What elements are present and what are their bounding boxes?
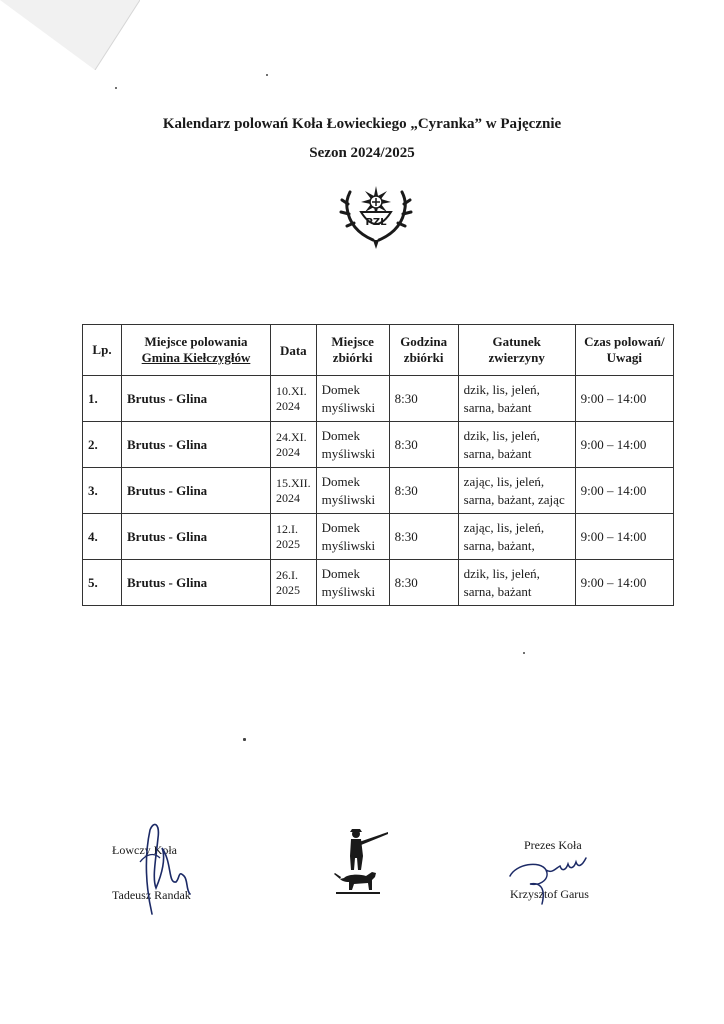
cell-date-day: 26.I. <box>276 567 298 582</box>
header-hour-line1: Godzina <box>400 334 448 349</box>
table-row <box>83 560 674 606</box>
cell-date <box>271 560 317 606</box>
table-row <box>83 468 674 514</box>
season-subtitle: Sezon 2024/2025 <box>309 145 415 161</box>
cell-game <box>458 422 575 468</box>
signature-right-label: Prezes Koła <box>524 838 582 852</box>
cell-game <box>458 514 575 560</box>
page-fold-corner <box>0 0 140 70</box>
cell-place: Brutus - Glina <box>122 560 271 606</box>
cell-game-line2: sarna, bażant <box>463 399 532 415</box>
header-hour-line2: zbiórki <box>403 350 444 365</box>
cell-meet-line2: myśliwski <box>321 491 376 507</box>
signature-right-name: Krzysztof Garus <box>510 887 589 901</box>
cell-hour: 8:30 <box>389 422 458 468</box>
header-meet <box>316 325 389 376</box>
cell-date <box>271 468 317 514</box>
cell-meet-line2: myśliwski <box>321 445 376 461</box>
cell-meet-line2: myśliwski <box>321 583 376 599</box>
cell-meet <box>316 514 389 560</box>
cell-meet <box>316 422 389 468</box>
cell-time: 9:00 – 14:00 <box>575 376 673 422</box>
cell-time: 9:00 – 14:00 <box>575 468 673 514</box>
header-place-line1: Miejsce polowania <box>144 334 248 349</box>
cell-meet-line1: Domek <box>321 381 360 397</box>
cell-game-line1: zając, lis, jeleń, <box>463 519 545 535</box>
hunter-with-dog-icon <box>330 826 390 898</box>
pzl-antlers-emblem-icon <box>339 182 413 250</box>
cell-game-line2: sarna, bażant <box>463 583 532 599</box>
table-row <box>83 376 674 422</box>
cell-lp: 2. <box>83 422 122 468</box>
header-game-line2: zwierzyny <box>488 350 545 365</box>
cell-lp: 5. <box>83 560 122 606</box>
header-time-line1: Czas polowań/ <box>584 334 665 349</box>
cell-game-line1: dzik, lis, jeleń, <box>463 565 540 581</box>
cell-hour: 8:30 <box>389 376 458 422</box>
cell-game-line2: sarna, bażant, zając <box>463 491 565 507</box>
cell-game-line2: sarna, bażant <box>463 445 532 461</box>
cell-date <box>271 376 317 422</box>
cell-game-line2: sarna, bażant, <box>463 537 535 553</box>
cell-meet-line1: Domek <box>321 565 360 581</box>
emblem-text: PZŁ <box>365 217 387 228</box>
cell-date <box>271 422 317 468</box>
cell-game-line1: dzik, lis, jeleń, <box>463 427 540 443</box>
header-game-line1: Gatunek <box>492 334 541 349</box>
cell-date-day: 15.XII. <box>276 475 311 490</box>
header-game <box>458 325 575 376</box>
cell-date-year: 2024 <box>276 490 300 505</box>
header-meet-line2: zbiórki <box>332 350 373 365</box>
cell-time: 9:00 – 14:00 <box>575 514 673 560</box>
cell-date-day: 24.XI. <box>276 429 307 444</box>
cell-hour: 8:30 <box>389 468 458 514</box>
cell-date-day: 10.XI. <box>276 383 307 398</box>
cell-date-year: 2025 <box>276 582 300 597</box>
header-hour <box>389 325 458 376</box>
signature-scribble-icon <box>132 818 196 918</box>
hunting-calendar-table <box>82 324 674 606</box>
scan-speck <box>523 652 525 654</box>
signature-left-label: Łowczy Koła <box>112 843 177 857</box>
cell-date-year: 2025 <box>276 536 300 551</box>
cell-lp: 1. <box>83 376 122 422</box>
cell-time: 9:00 – 14:00 <box>575 560 673 606</box>
cell-game <box>458 376 575 422</box>
signature-scribble-icon <box>506 848 592 908</box>
scan-speck <box>115 87 117 89</box>
cell-time: 9:00 – 14:00 <box>575 422 673 468</box>
cell-meet <box>316 468 389 514</box>
cell-place: Brutus - Glina <box>122 514 271 560</box>
cell-meet <box>316 560 389 606</box>
table-header-row <box>83 325 674 376</box>
table-row <box>83 514 674 560</box>
scan-speck <box>266 74 268 76</box>
cell-date-year: 2024 <box>276 444 300 459</box>
cell-place: Brutus - Glina <box>122 422 271 468</box>
cell-game <box>458 560 575 606</box>
cell-meet-line2: myśliwski <box>321 399 376 415</box>
header-time <box>575 325 673 376</box>
cell-place: Brutus - Glina <box>122 376 271 422</box>
cell-place: Brutus - Glina <box>122 468 271 514</box>
header-time-line2: Uwagi <box>606 350 643 365</box>
cell-date <box>271 514 317 560</box>
cell-hour: 8:30 <box>389 560 458 606</box>
cell-date-year: 2024 <box>276 398 300 413</box>
header-place-line2: Gmina Kiełczygłów <box>141 350 251 365</box>
document-title: Kalendarz polowań Koła Łowieckiego „Cyranka” w Pajęcznie <box>162 116 562 132</box>
header-meet-line1: Miejsce <box>331 334 374 349</box>
table-row <box>83 422 674 468</box>
cell-date-day: 12.I. <box>276 521 298 536</box>
cell-lp: 3. <box>83 468 122 514</box>
header-date: Data <box>271 325 317 376</box>
cell-meet <box>316 376 389 422</box>
cell-meet-line1: Domek <box>321 473 360 489</box>
cell-game-line1: zając, lis, jeleń, <box>463 473 545 489</box>
signature-left-name: Tadeusz Randak <box>112 888 191 902</box>
header-place <box>122 325 271 376</box>
cell-meet-line1: Domek <box>321 427 360 443</box>
cell-hour: 8:30 <box>389 514 458 560</box>
scan-speck <box>243 738 246 741</box>
cell-meet-line1: Domek <box>321 519 360 535</box>
header-lp: Lp. <box>83 325 122 376</box>
cell-game <box>458 468 575 514</box>
cell-game-line1: dzik, lis, jeleń, <box>463 381 540 397</box>
cell-meet-line2: myśliwski <box>321 537 376 553</box>
cell-lp: 4. <box>83 514 122 560</box>
